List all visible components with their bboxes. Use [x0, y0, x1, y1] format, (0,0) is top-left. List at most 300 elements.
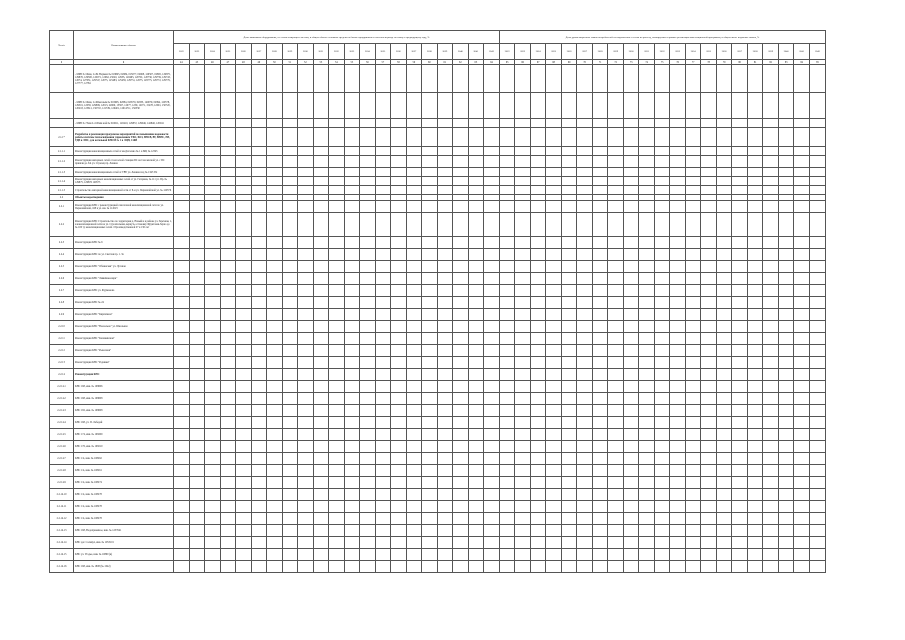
value-cell — [205, 156, 221, 168]
value-cell — [794, 357, 810, 369]
row-number: 2.2.10 — [50, 321, 74, 333]
value-cell — [701, 201, 717, 213]
value-cell — [329, 441, 345, 453]
value-cell — [561, 309, 577, 321]
value-cell — [623, 93, 639, 119]
value-cell — [468, 186, 484, 195]
table-row — [50, 65, 826, 93]
value-cell — [313, 285, 329, 297]
value-cell — [608, 321, 624, 333]
value-cell — [484, 168, 500, 177]
row-object-name: Реконструкция КНС с реконструкцией самотечной канализационной сети по ул. Первомайской, 168 в ул. им. № 114523 — [74, 201, 174, 213]
value-cell — [623, 213, 639, 237]
value-cell — [561, 147, 577, 156]
value-cell — [344, 357, 360, 369]
value-cell — [267, 168, 283, 177]
value-cell — [546, 381, 562, 393]
value-cell — [189, 273, 205, 285]
value-cell — [313, 345, 329, 357]
value-cell — [499, 357, 515, 369]
value-cell — [375, 345, 391, 357]
value-cell — [747, 477, 763, 489]
value-cell — [298, 119, 314, 128]
value-cell — [437, 525, 453, 537]
value-cell — [639, 513, 655, 525]
value-cell — [437, 369, 453, 381]
value-cell — [344, 417, 360, 429]
value-cell — [267, 65, 283, 93]
value-cell — [468, 393, 484, 405]
value-cell — [747, 417, 763, 429]
value-cell — [344, 168, 360, 177]
value-cell — [453, 405, 469, 417]
value-cell — [468, 309, 484, 321]
value-cell — [220, 489, 236, 501]
value-cell — [453, 285, 469, 297]
value-cell — [747, 405, 763, 417]
value-cell — [251, 168, 267, 177]
value-cell — [174, 549, 190, 561]
value-cell — [794, 465, 810, 477]
value-cell — [189, 357, 205, 369]
value-cell — [282, 501, 298, 513]
value-cell — [499, 525, 515, 537]
value-cell — [747, 357, 763, 369]
value-cell — [298, 156, 314, 168]
value-cell — [406, 393, 422, 405]
value-cell — [360, 417, 376, 429]
value-cell — [546, 369, 562, 381]
value-cell — [484, 237, 500, 249]
value-cell — [763, 405, 779, 417]
value-cell — [484, 477, 500, 489]
value-cell — [639, 273, 655, 285]
column-number-cell: 72 — [608, 60, 624, 65]
value-cell — [577, 65, 593, 93]
value-cell — [360, 513, 376, 525]
row-object-name: Реконструкция КНС "Обнинская" ул. Луговая — [74, 261, 174, 273]
value-cell — [608, 333, 624, 345]
row-object-name: Реконструкция КНС "Родники" — [74, 357, 174, 369]
value-cell — [747, 513, 763, 525]
value-cell — [484, 147, 500, 156]
value-cell — [344, 369, 360, 381]
value-cell — [685, 453, 701, 465]
value-cell — [437, 201, 453, 213]
year-header-cell: 2031 — [639, 44, 655, 60]
value-cell — [763, 201, 779, 213]
value-cell — [220, 357, 236, 369]
value-cell — [236, 417, 252, 429]
value-cell — [360, 147, 376, 156]
value-cell — [623, 441, 639, 453]
value-cell — [747, 333, 763, 345]
value-cell — [561, 537, 577, 549]
value-cell — [391, 417, 407, 429]
value-cell — [484, 285, 500, 297]
value-cell — [654, 201, 670, 213]
value-cell — [329, 333, 345, 345]
value-cell — [453, 345, 469, 357]
table-row — [50, 549, 826, 561]
value-cell — [282, 273, 298, 285]
value-cell — [592, 369, 608, 381]
value-cell — [453, 561, 469, 573]
value-cell — [298, 513, 314, 525]
value-cell — [174, 489, 190, 501]
value-cell — [716, 525, 732, 537]
value-cell — [313, 213, 329, 237]
value-cell — [298, 285, 314, 297]
value-cell — [406, 513, 422, 525]
value-cell — [654, 393, 670, 405]
value-cell — [499, 201, 515, 213]
value-cell — [530, 119, 546, 128]
value-cell — [778, 321, 794, 333]
value-cell — [205, 309, 221, 321]
column-number-cell: 47 — [220, 60, 236, 65]
value-cell — [422, 201, 438, 213]
value-cell — [267, 309, 283, 321]
column-number-cell: 80 — [732, 60, 748, 65]
value-cell — [329, 537, 345, 549]
value-cell — [608, 381, 624, 393]
value-cell — [809, 453, 825, 465]
value-cell — [763, 285, 779, 297]
value-cell — [422, 441, 438, 453]
table-row — [50, 381, 826, 393]
value-cell — [375, 201, 391, 213]
value-cell — [654, 93, 670, 119]
value-cell — [763, 249, 779, 261]
value-cell — [174, 309, 190, 321]
value-cell — [515, 549, 531, 561]
row-object-name: Реконструкция КНС по ул. Светлая пр. 1. 3а — [74, 249, 174, 261]
value-cell — [189, 525, 205, 537]
value-cell — [313, 186, 329, 195]
value-cell — [220, 333, 236, 345]
value-cell — [546, 453, 562, 465]
value-cell — [205, 321, 221, 333]
column-number-cell: 53 — [313, 60, 329, 65]
value-cell — [685, 525, 701, 537]
row-number: 2.1.1* — [50, 128, 74, 147]
value-cell — [329, 381, 345, 393]
year-header-cell: 2034 — [685, 44, 701, 60]
value-cell — [406, 465, 422, 477]
value-cell — [468, 525, 484, 537]
value-cell — [220, 186, 236, 195]
value-cell — [453, 147, 469, 156]
row-number — [50, 119, 74, 128]
value-cell — [499, 177, 515, 186]
column-number-cell: 59 — [406, 60, 422, 65]
value-cell — [778, 345, 794, 357]
value-cell — [375, 156, 391, 168]
value-cell — [499, 147, 515, 156]
value-cell — [484, 333, 500, 345]
value-cell — [298, 489, 314, 501]
value-cell — [236, 429, 252, 441]
value-cell — [344, 465, 360, 477]
value-cell — [623, 513, 639, 525]
value-cell — [608, 357, 624, 369]
value-cell — [344, 156, 360, 168]
value-cell — [592, 156, 608, 168]
value-cell — [375, 186, 391, 195]
value-cell — [484, 213, 500, 237]
value-cell — [654, 321, 670, 333]
value-cell — [515, 537, 531, 549]
value-cell — [437, 297, 453, 309]
value-cell — [530, 93, 546, 119]
table-row — [50, 405, 826, 417]
column-number-cell: 75 — [654, 60, 670, 65]
value-cell — [313, 369, 329, 381]
value-cell — [763, 381, 779, 393]
value-cell — [298, 393, 314, 405]
value-cell — [639, 156, 655, 168]
column-number-cell: 67 — [530, 60, 546, 65]
value-cell — [530, 147, 546, 156]
value-cell — [236, 477, 252, 489]
value-cell — [174, 453, 190, 465]
value-cell — [685, 249, 701, 261]
value-cell — [174, 249, 190, 261]
value-cell — [375, 489, 391, 501]
value-cell — [685, 156, 701, 168]
value-cell — [654, 213, 670, 237]
value-cell — [189, 453, 205, 465]
value-cell — [499, 285, 515, 297]
value-cell — [515, 501, 531, 513]
value-cell — [670, 345, 686, 357]
value-cell — [360, 501, 376, 513]
value-cell — [778, 441, 794, 453]
value-cell — [267, 501, 283, 513]
value-cell — [794, 441, 810, 453]
value-cell — [530, 249, 546, 261]
value-cell — [716, 417, 732, 429]
value-cell — [561, 405, 577, 417]
value-cell — [375, 177, 391, 186]
value-cell — [546, 501, 562, 513]
value-cell — [484, 453, 500, 465]
value-cell — [453, 156, 469, 168]
value-cell — [716, 465, 732, 477]
value-cell — [220, 285, 236, 297]
value-cell — [592, 453, 608, 465]
value-cell — [453, 369, 469, 381]
value-cell — [794, 525, 810, 537]
value-cell — [174, 321, 190, 333]
row-number: 2.2.14.15 — [50, 549, 74, 561]
value-cell — [592, 513, 608, 525]
value-cell — [716, 561, 732, 573]
row-number: 2.2.14.9 — [50, 477, 74, 489]
value-cell — [592, 321, 608, 333]
value-cell — [205, 285, 221, 297]
value-cell — [236, 249, 252, 261]
value-cell — [220, 405, 236, 417]
value-cell — [608, 156, 624, 168]
value-cell — [360, 273, 376, 285]
value-cell — [499, 537, 515, 549]
value-cell — [809, 537, 825, 549]
value-cell — [685, 237, 701, 249]
value-cell — [732, 65, 748, 93]
value-cell — [685, 201, 701, 213]
value-cell — [437, 168, 453, 177]
value-cell — [220, 321, 236, 333]
value-cell — [375, 393, 391, 405]
value-cell — [561, 321, 577, 333]
column-number-cell: 82 — [763, 60, 779, 65]
value-cell — [437, 393, 453, 405]
value-cell — [406, 297, 422, 309]
value-cell — [639, 177, 655, 186]
value-cell — [251, 357, 267, 369]
value-cell — [809, 213, 825, 237]
value-cell — [313, 333, 329, 345]
row-number: 2.1.1.1 — [50, 147, 74, 156]
value-cell — [236, 237, 252, 249]
value-cell — [716, 405, 732, 417]
value-cell — [546, 393, 562, 405]
value-cell — [670, 501, 686, 513]
value-cell — [251, 213, 267, 237]
value-cell — [701, 549, 717, 561]
value-cell — [530, 453, 546, 465]
value-cell — [623, 309, 639, 321]
value-cell — [561, 429, 577, 441]
value-cell — [391, 186, 407, 195]
value-cell — [608, 213, 624, 237]
value-cell — [360, 128, 376, 147]
value-cell — [809, 357, 825, 369]
value-cell — [546, 119, 562, 128]
value-cell — [484, 369, 500, 381]
value-cell — [375, 429, 391, 441]
value-cell — [375, 285, 391, 297]
value-cell — [205, 128, 221, 147]
column-number-cell: 66 — [515, 60, 531, 65]
value-cell — [220, 65, 236, 93]
value-cell — [499, 369, 515, 381]
table-row — [50, 321, 826, 333]
value-cell — [298, 297, 314, 309]
value-cell — [174, 345, 190, 357]
value-cell — [794, 261, 810, 273]
value-cell — [267, 513, 283, 525]
value-cell — [794, 213, 810, 237]
value-cell — [220, 537, 236, 549]
value-cell — [468, 537, 484, 549]
value-cell — [592, 561, 608, 573]
table-row — [50, 237, 826, 249]
value-cell — [701, 465, 717, 477]
year-header-cell: 2033 — [670, 44, 686, 60]
value-cell — [205, 417, 221, 429]
value-cell — [174, 441, 190, 453]
value-cell — [267, 321, 283, 333]
row-number: 2.1.1.2 — [50, 156, 74, 168]
value-cell — [468, 273, 484, 285]
row-number: 2.2.14.1 — [50, 381, 74, 393]
value-cell — [391, 369, 407, 381]
value-cell — [267, 549, 283, 561]
value-cell — [375, 333, 391, 345]
value-cell — [220, 177, 236, 186]
value-cell — [809, 405, 825, 417]
value-cell — [809, 477, 825, 489]
value-cell — [251, 501, 267, 513]
value-cell — [499, 489, 515, 501]
value-cell — [422, 453, 438, 465]
value-cell — [592, 168, 608, 177]
value-cell — [391, 393, 407, 405]
value-cell — [716, 119, 732, 128]
value-cell — [654, 501, 670, 513]
value-cell — [282, 333, 298, 345]
value-cell — [763, 429, 779, 441]
value-cell — [282, 237, 298, 249]
value-cell — [670, 201, 686, 213]
year-header-cell: 2028 — [592, 44, 608, 60]
value-cell — [639, 525, 655, 537]
value-cell — [732, 201, 748, 213]
value-cell — [251, 186, 267, 195]
value-cell — [406, 561, 422, 573]
year-header-cell: 2037 — [732, 44, 748, 60]
value-cell — [577, 128, 593, 147]
value-cell — [530, 489, 546, 501]
value-cell — [313, 465, 329, 477]
value-cell — [561, 345, 577, 357]
value-cell — [685, 65, 701, 93]
value-cell — [592, 249, 608, 261]
value-cell — [406, 237, 422, 249]
value-cell — [577, 513, 593, 525]
value-cell — [375, 147, 391, 156]
value-cell — [561, 441, 577, 453]
value-cell — [375, 65, 391, 93]
value-cell — [375, 549, 391, 561]
column-number-cell: 81 — [747, 60, 763, 65]
value-cell — [298, 381, 314, 393]
value-cell — [391, 213, 407, 237]
value-cell — [251, 309, 267, 321]
value-cell — [422, 177, 438, 186]
value-cell — [437, 513, 453, 525]
column-number-cell: 65 — [499, 60, 515, 65]
value-cell — [267, 465, 283, 477]
value-cell — [437, 429, 453, 441]
value-cell — [220, 549, 236, 561]
value-cell — [809, 237, 825, 249]
value-cell — [453, 177, 469, 186]
value-cell — [267, 213, 283, 237]
row-object-name: Строительство напорной канализационной сети от Р-и ул. Первомайской ул. № 129576 — [74, 186, 174, 195]
value-cell — [623, 381, 639, 393]
value-cell — [670, 465, 686, 477]
row-object-name: Разработка и реализация программы мероприятий по повышению надежности работы системы теплоснабжения управлением ТБО, БОЗ, ВНСВ, ВУ, ВЕНС, ЕН, ТДВ и ЛПС, для котельной КНСМ № 1 в ЭЦН, СЖВ — [74, 128, 174, 147]
row-number: 2.2.14.5 — [50, 429, 74, 441]
value-cell — [313, 93, 329, 119]
row-number — [50, 93, 74, 119]
value-cell — [623, 561, 639, 573]
value-cell — [685, 465, 701, 477]
